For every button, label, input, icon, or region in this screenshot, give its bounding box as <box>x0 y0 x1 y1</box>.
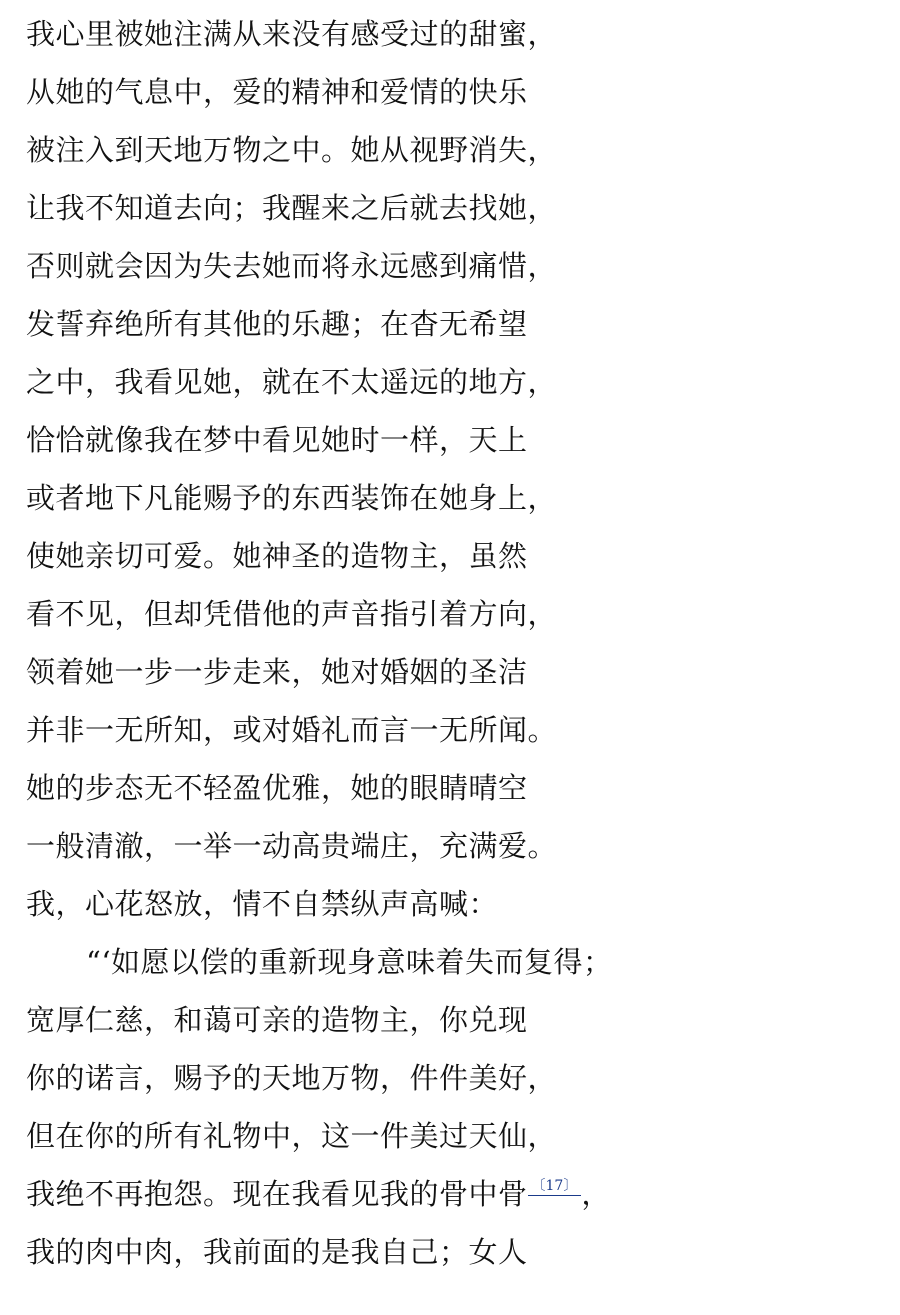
text-line-4: 让我不知道去向；我醒来之后就去找她， <box>26 191 558 225</box>
text-line-17: “‘如愿以偿的重新现身意味着失而复得； <box>86 945 613 979</box>
text-line-10: 使她亲切可爱。她神圣的造物主，虽然 <box>26 539 528 573</box>
text-line-8: 恰恰就像我在梦中看见她时一样，天上 <box>26 423 528 457</box>
text-line-1: 我心里被她注满从来没有感受过的甜蜜， <box>26 17 558 51</box>
text-line-3: 被注入到天地万物之中。她从视野消失， <box>26 133 558 167</box>
text-line-7: 之中，我看见她，就在不太遥远的地方， <box>26 365 558 399</box>
text-line-21-main: 我绝不再抱怨。现在我看见我的骨中骨 <box>26 1177 528 1211</box>
text-line-5: 否则就会因为失去她而将永远感到痛惜， <box>26 249 558 283</box>
text-line-9: 或者地下凡能赐予的东西装饰在她身上， <box>26 481 558 515</box>
text-line-18: 宽厚仁慈，和蔼可亲的造物主，你兑现 <box>26 1003 528 1037</box>
text-line-21 <box>26 1174 611 1214</box>
footnote-17-link[interactable]: 〔17〕 <box>528 1178 582 1196</box>
text-line-14: 她的步态无不轻盈优雅，她的眼睛晴空 <box>26 771 528 805</box>
text-line-22: 我的肉中肉，我前面的是我自己；女人 <box>26 1235 528 1269</box>
text-line-19: 你的诺言，赐予的天地万物，件件美好， <box>26 1061 558 1095</box>
text-line-20: 但在你的所有礼物中，这一件美过天仙， <box>26 1119 558 1153</box>
text-line-13: 并非一无所知，或对婚礼而言一无所闻。 <box>26 713 558 747</box>
text-line-12: 领着她一步一步走来，她对婚姻的圣洁 <box>26 655 528 689</box>
text-line-11: 看不见，但却凭借他的声音指引着方向， <box>26 597 558 631</box>
text-line-15: 一般清澈，一举一动高贵端庄，充满爱。 <box>26 829 558 863</box>
text-line-21-end: ， <box>581 1177 611 1211</box>
text-line-2: 从她的气息中，爱的精神和爱情的快乐 <box>26 75 528 109</box>
text-line-6: 发誓弃绝所有其他的乐趣；在杳无希望 <box>26 307 528 341</box>
text-line-16: 我，心花怒放，情不自禁纵声高喊： <box>26 887 499 921</box>
